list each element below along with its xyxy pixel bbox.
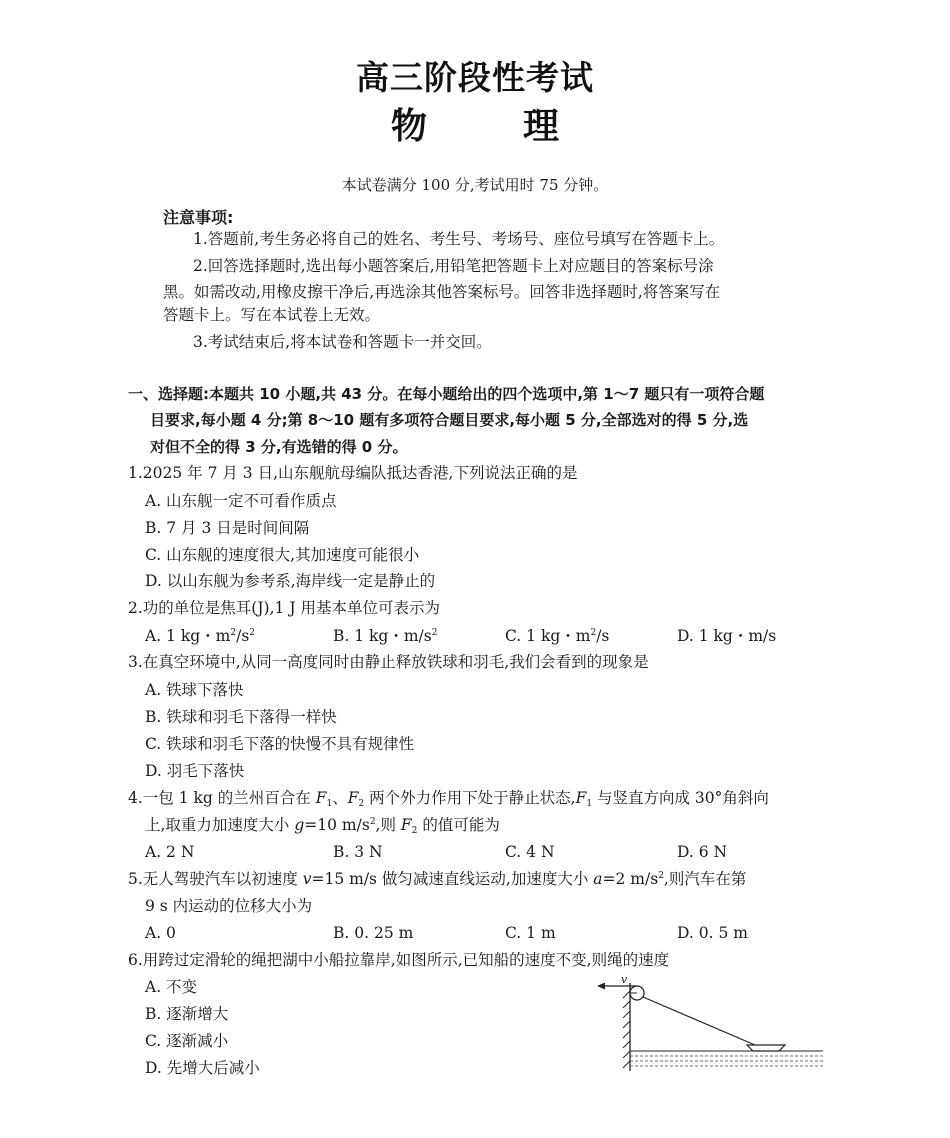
q5-stem-line-2: 9 s 内运动的位移大小为 (145, 897, 313, 915)
rope-to-boat (643, 997, 755, 1045)
section-1-heading-line-2: 目要求,每小题 4 分;第 8～10 题有多项符合题目要求,每小题 5 分,全部选对的得 5 分,选 (150, 411, 749, 429)
cliff-hatching (623, 991, 630, 1068)
subject-char-2: 理 (523, 106, 560, 147)
q4-stem-line-1: 4.一包 1 kg 的兰州百合在 $F_1$、$F_2$ 两个外力作用下处于静止状态$,F_1$ 与竖直方向成 30°角斜向 (128, 789, 769, 809)
q3-option-b: B. 铁球和羽毛下落得一样快 (145, 708, 337, 726)
q2-option-c: C. 1 kg・$m^2/s$ (505, 627, 610, 645)
notice-item-2-line-3: 答题卡上。写在本试卷上无效。 (163, 306, 381, 324)
q5-option-b: B. 0. 25 m (333, 924, 414, 942)
notice-item-2-line-2: 黑。如需改动,用橡皮擦干净后,再选涂其他答案标号。回答非选择题时,将答案写在 (163, 283, 721, 301)
notice-heading: 注意事项: (163, 208, 234, 227)
q6-option-b: B. 逐渐增大 (145, 1005, 229, 1023)
notice-item-1: 1.答题前,考生务必将自己的姓名、考生号、考场号、座位号填写在答题卡上。 (193, 230, 725, 248)
boat (747, 1045, 785, 1051)
exam-info: 本试卷满分 100 分,考试用时 75 分钟。 (341, 176, 609, 194)
subject-title (0, 98, 950, 149)
q5-option-a: A. 0 (145, 924, 176, 942)
q1-stem: 1.2025 年 7 月 3 日,山东舰航母编队抵达香港,下列说法正确的是 (128, 464, 578, 482)
q6-stem: 6.用跨过定滑轮的绳把湖中小船拉靠岸,如图所示,已知船的速度不变,则绳的速度 (128, 951, 670, 969)
q4-stem-line-2: 上,取重力加速度大小 g=10 $m/s^2$,则 $F_2$ 的值可能为 (145, 816, 500, 836)
q5-option-c: C. 1 m (505, 924, 556, 942)
q1-option-a: A. 山东舰一定不可看作质点 (145, 492, 337, 510)
q3-option-d: D. 羽毛下落快 (145, 762, 245, 780)
velocity-label: v (621, 975, 628, 986)
q1-option-d: D. 以山东舰为参考系,海岸线一定是静止的 (145, 572, 436, 590)
q4-option-a: A. 2 N (145, 843, 195, 861)
q4-option-d: D. 6 N (677, 843, 728, 861)
q5-option-d: D. 0. 5 m (677, 924, 748, 942)
q1-option-b: B. 7 月 3 日是时间间隔 (145, 519, 310, 537)
q2-option-d: D. 1 kg・m/s (677, 627, 777, 645)
notice-item-3: 3.考试结束后,将本试卷和答题卡一并交回。 (193, 333, 492, 351)
q3-option-c: C. 铁球和羽毛下落的快慢不具有规律性 (145, 735, 415, 753)
q4-option-b: B. 3 N (333, 843, 383, 861)
subject-char-1: 物 (390, 106, 427, 147)
q6-option-a: A. 不变 (145, 978, 198, 996)
q6-option-c: C. 逐渐减小 (145, 1032, 229, 1050)
q3-stem: 3.在真空环境中,从同一高度同时由静止释放铁球和羽毛,我们会看到的现象是 (128, 653, 649, 671)
q1-option-c: C. 山东舰的速度很大,其加速度可能很小 (145, 546, 420, 564)
velocity-arrow (597, 983, 605, 990)
q5-stem-line-1: 5.无人驾驶汽车以初速度 v=15 m/s 做匀减速直线运动,加速度大小 a=2 $m/s^2$,则汽车在第 (128, 870, 747, 888)
q2-stem: 2.功的单位是焦耳(J),1 J 用基本单位可表示为 (128, 599, 440, 617)
pulley-boat-figure (585, 975, 830, 1075)
q2-option-b: B. 1 kg・$m/s^2$ (333, 627, 438, 645)
section-1-heading-line-3: 对但不全的得 3 分,有选错的得 0 分。 (150, 438, 408, 456)
q2-option-a: A. 1 kg・$m^2/s^2$ (145, 627, 256, 645)
q4-option-c: C. 4 N (505, 843, 555, 861)
notice-item-2-line-1: 2.回答选择题时,选出每小题答案后,用铅笔把答题卡上对应题目的答案标号涂 (193, 257, 714, 275)
q3-option-a: A. 铁球下落快 (145, 681, 244, 699)
exam-title: 高三阶段性考试 (356, 58, 594, 97)
section-1-heading-line-1: 一、选择题:本题共 10 小题,共 43 分。在每小题给出的四个选项中,第 1～7 题只有一项符合题 (128, 385, 765, 403)
q6-option-d: D. 先增大后减小 (145, 1059, 260, 1077)
